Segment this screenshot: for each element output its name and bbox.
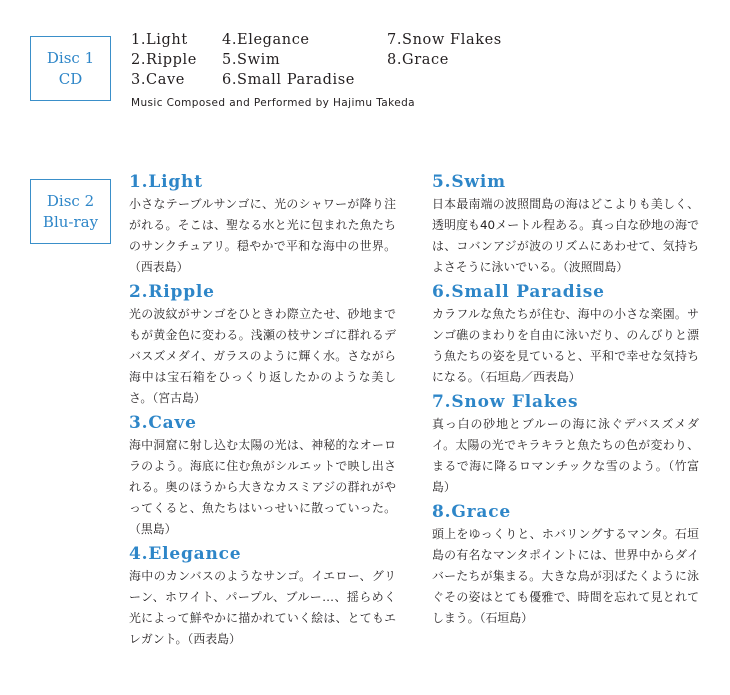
disc-1-number: Disc 1 — [46, 48, 95, 67]
disc-2-format: Blu-ray — [42, 212, 99, 231]
track-6: 6.Small Paradise — [222, 72, 355, 88]
track-8: 8.Grace — [387, 52, 449, 68]
track-7: 7.Snow Flakes — [387, 32, 502, 48]
entry-title: 7.Snow Flakes — [432, 392, 579, 412]
credit-line: Music Composed and Performed by Hajimu Takeda — [131, 97, 415, 109]
disc-2-label — [30, 179, 111, 244]
entry-grace — [432, 501, 699, 629]
entry-title: 6.Small Paradise — [432, 282, 605, 302]
entry-description: 真っ白の砂地とブルーの海に泳ぐデバスズメダイ。太陽の光でキラキラと魚たちの色が変わり、まるで海に降るロマンチックな雪のよう。（竹富島） — [432, 417, 699, 494]
entry-description: 光の波紋がサンゴをひときわ際立たせ、砂地までもが黄金色に変わる。浅瀬の枝サンゴに群れるデバスズメダイ、ガラスのように輝く水。さながら海中は宝石箱をひっくり返したかのような美しさ。（宮古島） — [129, 307, 396, 405]
entry-title: 5.Swim — [432, 172, 506, 192]
track-1: 1.Light — [131, 32, 188, 48]
entry-title: 1.Light — [129, 172, 203, 192]
entry-ripple — [129, 281, 396, 409]
disc-1-format: CD — [58, 69, 83, 88]
entry-title: 3.Cave — [129, 413, 197, 433]
track-3: 3.Cave — [131, 72, 185, 88]
entry-cave — [129, 412, 396, 540]
entry-description: 日本最南端の波照間島の海はどこよりも美しく、透明度も40メートル程ある。真っ白な砂地の海では、コバンアジが波のリズムにあわせて、気持ちよさそうに泳いでいる。（波照間島） — [432, 197, 699, 274]
entry-title: 2.Ripple — [129, 282, 215, 302]
disc-2-number: Disc 2 — [46, 191, 95, 210]
entry-title: 4.Elegance — [129, 544, 242, 564]
entry-small-paradise — [432, 281, 699, 388]
entry-description: 小さなテーブルサンゴに、光のシャワーが降り注がれる。そこは、聖なる水と光に包まれた魚たちのサンクチュアリ。穏やかで平和な海中の世界。（西表島） — [129, 197, 396, 274]
entry-title: 8.Grace — [432, 502, 512, 522]
entry-description: 頭上をゆっくりと、ホバリングするマンタ。石垣島の有名なマンタポイントには、世界中からダイバーたちが集まる。大きな鳥が羽ばたくように泳ぐその姿はとても優雅で、時間を忘れて見とれてしまう。（石垣島） — [432, 527, 699, 625]
entry-description: カラフルな魚たちが住む、海中の小さな楽園。サンゴ礁のまわりを自由に泳いだり、のんびりと漂う魚たちの姿を見ていると、平和で幸せな気持ちになる。（石垣島／西表島） — [432, 307, 699, 384]
disc-1-label — [30, 36, 111, 101]
entry-elegance — [129, 543, 396, 650]
entry-light — [129, 171, 396, 278]
entry-description: 海中洞窟に射し込む太陽の光は、神秘的なオーロラのよう。海底に住む魚がシルエットで映し出される。奥のほうから大きなカスミアジの群れがやってくると、魚たちはいっせいに散っていった。（黒島） — [129, 438, 396, 536]
entry-swim — [432, 171, 699, 278]
track-4: 4.Elegance — [222, 32, 310, 48]
entry-description: 海中のカンバスのようなサンゴ。イエロー、グリーン、ホワイト、パープル、ブルー…、揺らめく光によって鮮やかに描かれていく絵は、とてもエレガント。（西表島） — [129, 569, 396, 646]
track-5: 5.Swim — [222, 52, 281, 68]
disc-2-left-column — [129, 171, 396, 653]
track-2: 2.Ripple — [131, 52, 197, 68]
disc-2-right-column — [432, 171, 699, 632]
entry-snow-flakes — [432, 391, 699, 498]
